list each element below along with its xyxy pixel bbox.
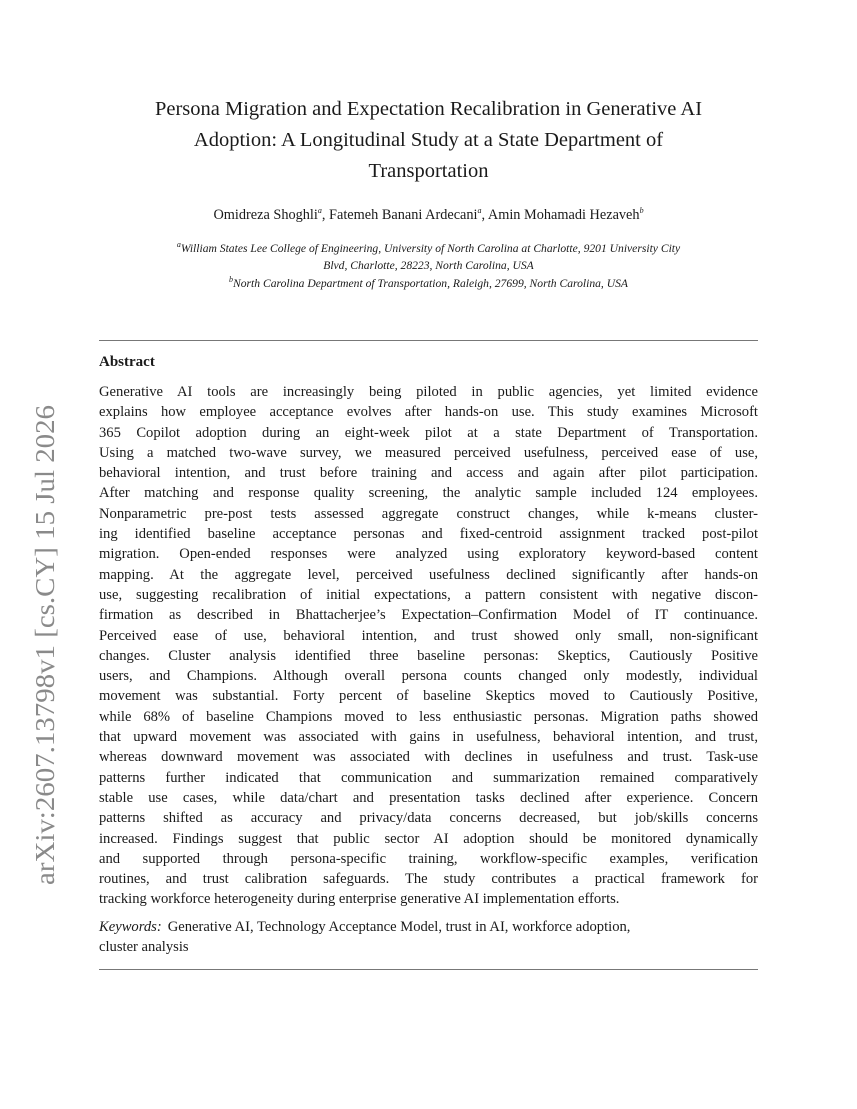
abstract-line: 365 Copilot adoption during an eight-week pilot at a state Department of Transportation. (99, 424, 758, 441)
bottom-divider (99, 969, 758, 970)
abstract-line: explains how employee acceptance evolves after hands-on use. This study examines Microsoft (99, 404, 758, 421)
title-line: Persona Migration and Expectation Recalibration in Generative AI (154, 98, 703, 120)
abstract-line: patterns shifted as accuracy and privacy/data concerns decreased, but job/skills concerns (99, 810, 758, 827)
affiliation-mark: b (229, 275, 234, 285)
affiliation-text: William States Lee College of Engineering, University of North Carolina at Charlotte, 9201 University City (180, 242, 681, 255)
abstract-line: After matching and response quality screening, the analytic sample included 124 employees. (99, 485, 758, 502)
author-name: Fatemeh Banani Ardecani (329, 207, 478, 223)
keywords-label: Keywords: (99, 919, 162, 935)
arxiv-identifier-text: arXiv:2607.13798v1 [cs.CY] 15 Jul 2026 (30, 436, 60, 885)
abstract-line: behavioral intention, and trust before training and access and again after pilot participation. (99, 465, 758, 482)
author-name: Omidreza Shoghli (213, 207, 318, 223)
abstract-line: firmation as described in Bhattacherjee’s Expectation–Confirmation Model of IT continuance. (99, 607, 758, 624)
abstract-line: Perceived ease of use, behavioral intention, and trust showed only small, non-significant (99, 627, 758, 644)
keywords-section (99, 917, 758, 958)
abstract-line: while 68% of baseline Champions moved to less enthusiastic personas. Migration paths showed (99, 708, 758, 725)
abstract-line: movement was substantial. Forty percent of baseline Skeptics moved to Cautiously Positive, (99, 688, 758, 705)
keywords-text: cluster analysis (99, 939, 189, 956)
abstract-line: Using a matched two-wave survey, we measured perceived usefulness, perceived ease of use, (99, 444, 758, 461)
abstract-line: ing identified baseline acceptance personas and fixed-centroid assignment tracked post-pilot (99, 526, 758, 543)
abstract-line: stable use cases, while data/chart and presentation tasks declined after experience. Concern (99, 789, 758, 806)
abstract-line: that upward movement was associated with gains in usefulness, behavioral intention, and trust, (99, 729, 758, 746)
title-line: Transportation (368, 160, 489, 182)
affiliation-mark: a (176, 240, 181, 250)
abstract-line: routines, and trust calibration safeguards. The study contributes a practical framework for (99, 871, 758, 888)
abstract-line: use, suggesting recalibration of initial expectations, a pattern consistent with negative discon- (99, 586, 758, 603)
author-name: Amin Mohamadi Hezaveh (487, 207, 640, 223)
affiliation-text: Blvd, Charlotte, 28223, North Carolina, USA (323, 259, 534, 272)
author-affiliation-mark: a (317, 206, 322, 216)
abstract-line: and supported through persona-specific training, workflow-specific examples, verification (99, 850, 758, 867)
affiliation-text: North Carolina Department of Transportation, Raleigh, 27699, North Carolina, USA (233, 277, 628, 290)
keywords-text: Generative AI, Technology Acceptance Model, trust in AI, workforce adoption, (167, 919, 631, 935)
abstract-line: tracking workforce heterogeneity during enterprise generative AI implementation efforts. (99, 891, 620, 908)
author-affiliation-mark: b (639, 206, 644, 216)
abstract-heading: Abstract (99, 354, 155, 370)
abstract-line: Generative AI tools are increasingly being piloted in public agencies, yet limited evidence (99, 384, 758, 400)
author-affiliation-mark: a (477, 206, 482, 216)
top-divider (99, 340, 758, 341)
author-list: Omidreza Shoghli$^a$, Fatemeh Banani Ardecani$^a$, Amin Mohamadi Hezaveh$^b$ (213, 206, 644, 223)
paper-title (96, 94, 761, 187)
abstract-line: increased. Findings suggest that public sector AI adoption should be monitored dynamically (99, 830, 758, 847)
abstract-line: patterns further indicated that communication and summarization remained comparatively (99, 769, 758, 786)
abstract-line: users, and Champions. Although overall persona counts changed only modestly, individual (99, 668, 758, 685)
abstract-line: whereas downward movement was associated with declines in usefulness and trust. Task-use (99, 749, 758, 766)
abstract-body (99, 382, 758, 910)
abstract-line: migration. Open-ended responses were analyzed using exploratory keyword-based content (99, 546, 758, 563)
arxiv-identifier (20, 405, 66, 885)
abstract-line: Nonparametric pre-post tests assessed aggregate construct changes, while k-means cluster- (99, 505, 758, 522)
abstract-line: changes. Cluster analysis identified three baseline personas: Skeptics, Cautiously Positive (99, 647, 758, 664)
title-line: Adoption: A Longitudinal Study at a State Department of (193, 129, 664, 151)
affiliation-a (96, 240, 761, 274)
abstract-line: mapping. At the aggregate level, perceived usefulness declined significantly after hands-on (99, 566, 758, 583)
affiliation-b (96, 275, 761, 292)
